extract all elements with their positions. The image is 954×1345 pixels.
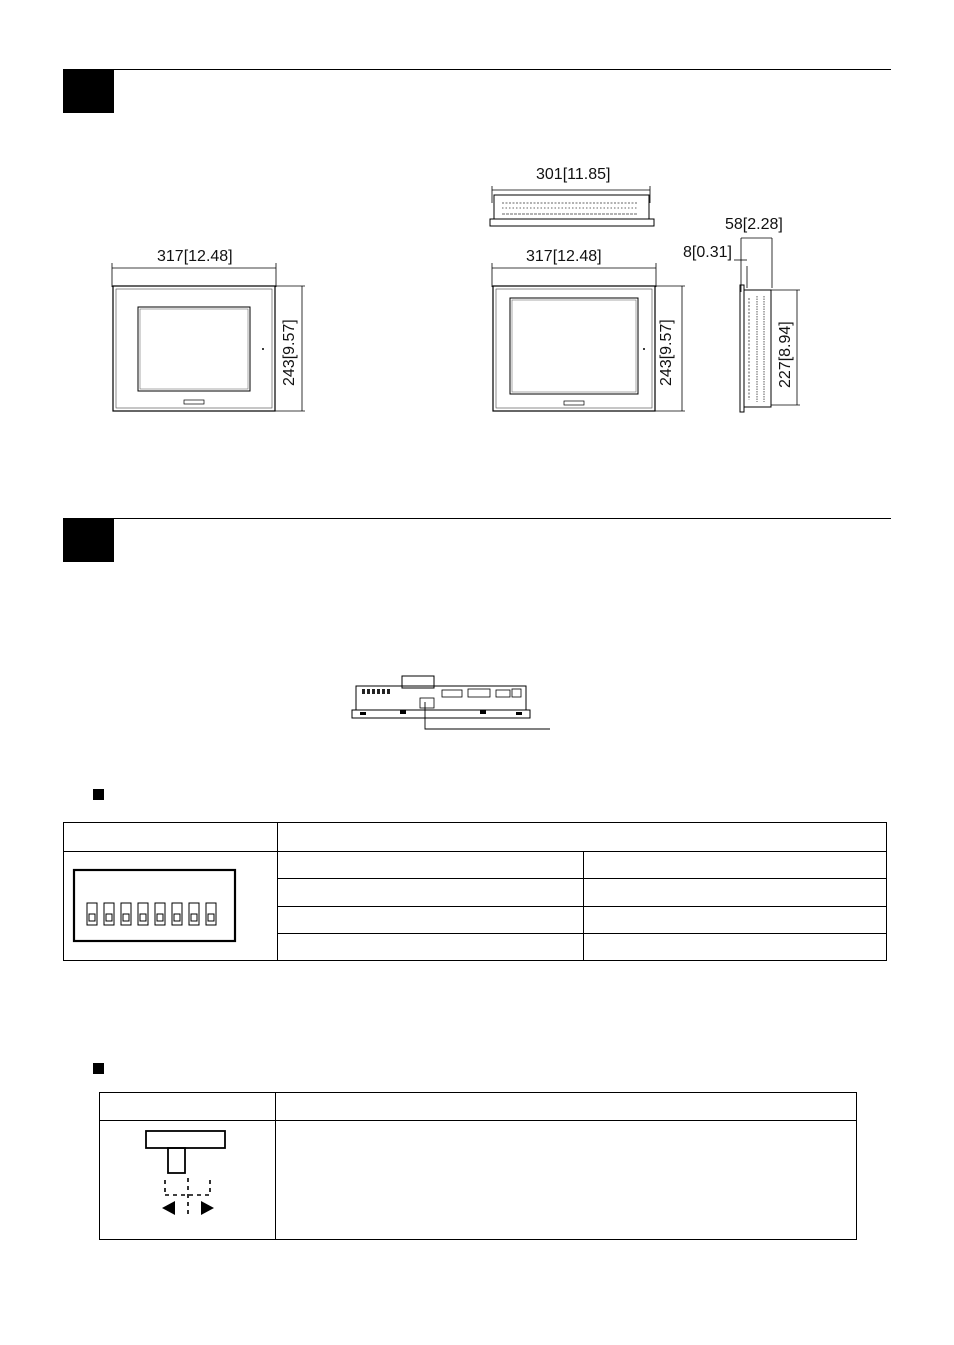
table-cell xyxy=(278,879,584,906)
dip-switch-table xyxy=(63,822,887,961)
dip-switch-icon xyxy=(73,869,237,943)
table-header-row xyxy=(64,823,887,852)
front-left-width-label: 317[12.48] xyxy=(157,248,233,265)
section-2-marker xyxy=(63,518,114,562)
table-header-cell xyxy=(276,1093,857,1121)
table-cell xyxy=(278,852,584,879)
slide-switch-table xyxy=(99,1092,857,1240)
table-cell xyxy=(584,852,887,879)
table-cell xyxy=(584,879,887,906)
table-header-row xyxy=(100,1093,857,1121)
top-view-drawing xyxy=(488,185,658,235)
table-cell xyxy=(584,906,887,933)
subsection-1-bullet xyxy=(93,789,104,800)
section-2-rule xyxy=(63,518,891,519)
table-row xyxy=(64,852,887,879)
side-panel-label: 8[0.31] xyxy=(683,244,732,261)
side-view-drawing xyxy=(730,230,810,420)
front-right-width-label: 317[12.48] xyxy=(526,248,602,265)
table-cell xyxy=(276,1121,857,1240)
slide-switch-cell xyxy=(100,1121,276,1240)
front-right-height-label: 243[9.57] xyxy=(658,319,675,386)
dip-switch-cell xyxy=(64,852,278,961)
bottom-view-drawing xyxy=(350,672,560,742)
table-row xyxy=(100,1121,857,1240)
side-depth-label: 58[2.28] xyxy=(725,216,783,233)
top-view-width-label: 301[11.85] xyxy=(536,166,611,183)
front-left-height-label: 243[9.57] xyxy=(281,319,298,386)
slide-switch-icon xyxy=(145,1130,235,1220)
table-header-cell xyxy=(64,823,278,852)
section-1-rule xyxy=(63,69,891,70)
section-1-marker xyxy=(63,69,114,113)
table-header-cell xyxy=(100,1093,276,1121)
table-header-cell xyxy=(278,823,887,852)
subsection-2-bullet xyxy=(93,1063,104,1074)
table-cell xyxy=(278,933,584,960)
table-cell xyxy=(584,933,887,960)
side-height-label: 227[8.94] xyxy=(777,321,794,388)
table-cell xyxy=(278,906,584,933)
